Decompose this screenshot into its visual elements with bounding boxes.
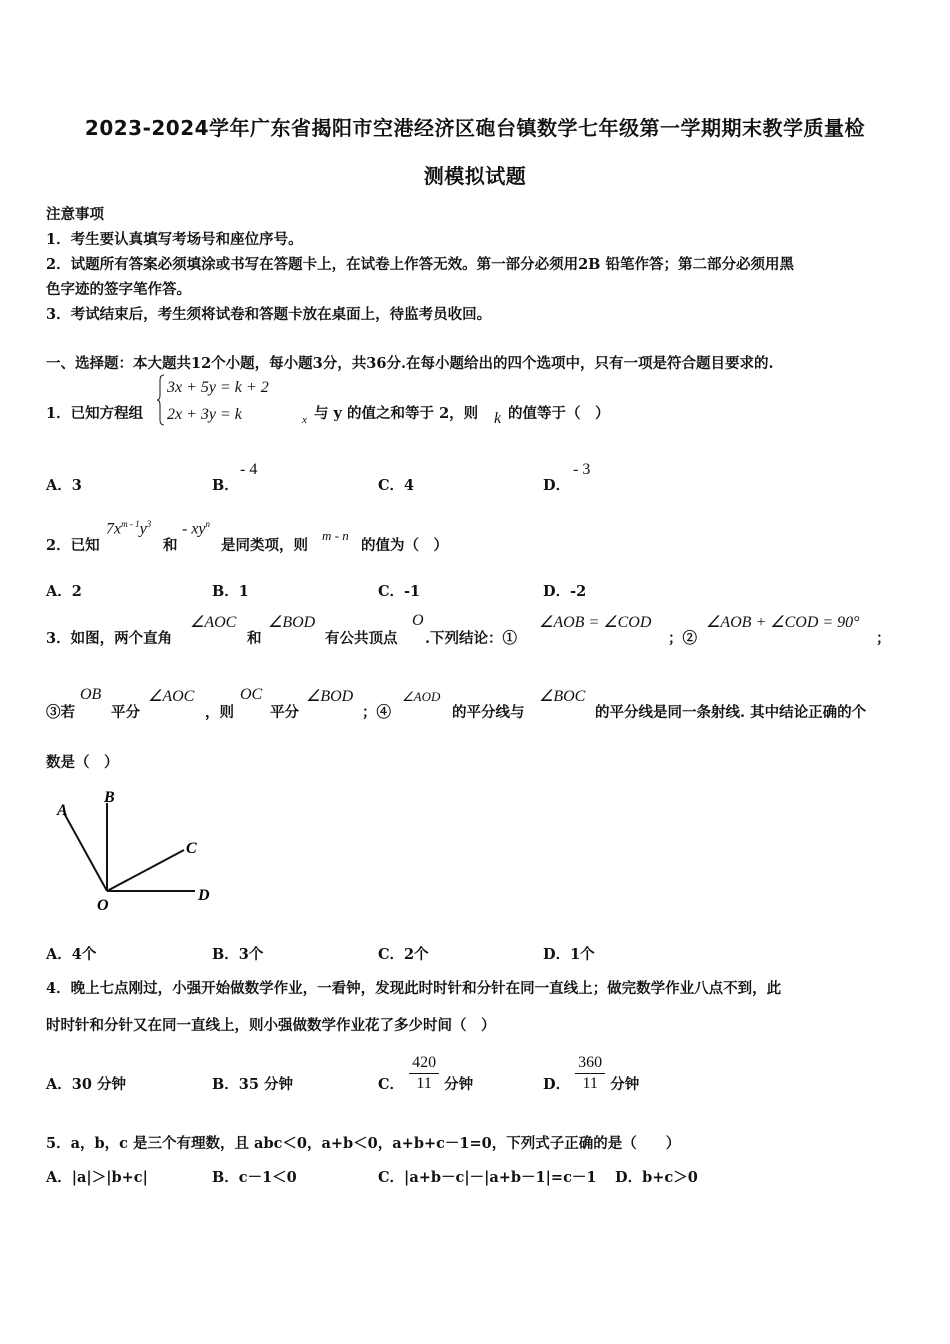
q2-term2: - $xy^n$ [182,519,211,538]
q3-line2-e: ；④ [362,704,391,721]
q3-option-b[interactable]: B．3个 [212,946,264,963]
q3-line2-g: 的平分线是同一条射线. 其中结论正确的个 [595,704,867,721]
q2-prefix: 2．已知 [46,537,100,554]
q3-line2-angle-boc: ∠BOC [539,688,586,705]
q2-term1: $7x^{m - 1}y^3$ [106,519,152,538]
q2-option-d[interactable]: D．-2 [543,583,587,600]
q5-option-c[interactable]: C．|a+b－c|－|a+b－1|=c－1 [378,1169,597,1186]
q3-line2-angle-aoc: ∠AOC [148,688,195,705]
q3-conclusion-2: ∠AOB + ∠COD = 90° [706,614,860,631]
q1-option-d-value: - 3 [573,461,591,478]
q1-suffix: 的值等于（ ） [508,405,610,422]
q2-option-c[interactable]: C．-1 [378,583,421,600]
q3-angle-aoc: ∠AOC [190,614,237,631]
q4-line1: 4．晚上七点刚过，小强开始做数学作业，一看钟，发现此时时针和分针在同一直线上；做完数学作业八点不到，此 [46,980,782,997]
q4-option-a[interactable]: A．30 分钟 [46,1076,126,1093]
q1-prefix: 1．已知方程组 [46,405,144,422]
q3-sep1: ；② [668,630,697,647]
q4-option-d[interactable]: D． $\frac{360}{11}$ 分钟 [543,1053,640,1093]
q4-option-c-fraction: $\frac{420}{11}$ [409,1054,439,1093]
q5-option-b[interactable]: B．c－1＜0 [212,1169,297,1186]
q5-option-d[interactable]: D．b+c＞0 [615,1169,698,1186]
exam-title-line2: 测模拟试题 [423,164,527,188]
q3-line2-a: ③若 [46,704,75,721]
q3-line2-angle-bod: ∠BOD [306,688,354,705]
q3-option-a[interactable]: A．4个 [46,946,97,963]
q2-option-a[interactable]: A．2 [46,583,82,600]
notes-heading: 注意事项 [46,206,104,223]
q2-expr: m - n [322,528,349,543]
q5-line: 5．a，b，c 是三个有理数，且 abc＜0，a+b＜0，a+b+c－1=0，下列式子正确的是（ ） [46,1135,681,1152]
q1-option-a[interactable]: A．3 [46,477,82,494]
q4-option-b[interactable]: B．35 分钟 [212,1076,293,1093]
q1-option-b[interactable]: B． [212,477,239,494]
q3-conclusion-1: ∠AOB = ∠COD [539,614,652,631]
q3-mid2: .下列结论：① [425,630,518,647]
label-o: O [97,897,109,914]
exam-title-line1: 2023-2024学年广东省揭阳市空港经济区砲台镇数学七年级第一学期期末教学质量检 [84,116,866,140]
q2-middle: 是同类项，则 [221,537,308,554]
q5-option-a[interactable]: A．|a|＞|b+c| [46,1169,148,1186]
q3-line2-c: ，则 [205,704,234,721]
section-heading: 一、选择题：本大题共12个小题，每小题3分，共36分.在每小题给出的四个选项中，只有一项是符合题目要求的. [46,355,774,372]
label-a: A [57,802,68,819]
q1-middle: 与 y 的值之和等于 2，则 [314,405,479,422]
q3-ray-oc: OC [240,686,263,703]
q3-line2-d: 平分 [270,704,299,721]
q3-line3: 数是（ ） [46,754,119,771]
note-item-2: 2．试题所有答案必须填涂或书写在答题卡上，在试卷上作答无效。第一部分必须用2B 铅笔作答；第二部分必须用黑 [46,256,794,273]
ray-oc [107,850,184,891]
label-c: C [186,840,197,857]
q3-line2-f: 的平分线与 [452,704,525,721]
q3-and: 和 [247,630,262,647]
q2-and: 和 [163,537,178,554]
left-brace-icon [157,374,165,426]
label-b: B [104,789,115,806]
q1-option-b-value: - 4 [240,461,258,478]
note-item-1: 1．考生要认真填写考场号和座位序号。 [46,231,303,248]
note-item-2-cont: 色字迹的签字笔作答。 [46,281,191,298]
q4-option-c[interactable]: C． $\frac{420}{11}$ 分钟 [378,1053,474,1093]
q3-option-d[interactable]: D．1个 [543,946,595,963]
q3-sep2: ； [876,630,891,647]
q1-k: k [494,410,502,427]
q3-prefix: 3．如图，两个直角 [46,630,173,647]
q1-x: x [302,414,307,426]
q2-option-b[interactable]: B．1 [212,583,249,600]
q3-line2-b: 平分 [111,704,140,721]
q4-option-d-fraction: $\frac{360}{11}$ [575,1054,605,1093]
note-item-3: 3．考试结束后，考生须将试卷和答题卡放在桌面上，待监考员收回。 [46,306,492,323]
q4-line2: 时时针和分针又在同一直线上，则小强做数学作业花了多少时间（ ） [46,1017,496,1034]
q3-mid1: 有公共顶点 [325,630,398,647]
q3-point-o: O [412,612,424,629]
label-d: D [198,887,210,904]
q3-ray-ob: OB [80,686,102,703]
equation-2: 2x + 3y = k [167,406,242,423]
q1-option-d[interactable]: D． [543,477,571,494]
equation-system [167,374,269,428]
ray-oa [64,813,107,891]
angle-figure [50,783,220,918]
q3-angle-bod: ∠BOD [268,614,316,631]
q1-option-c[interactable]: C．4 [378,477,415,494]
q2-suffix: 的值为（ ） [361,537,448,554]
q3-option-c[interactable]: C．2个 [378,946,429,963]
equation-1: 3x + 5y = k + 2 [167,379,269,396]
q3-line2-angle-aod: ∠AOD [402,689,441,704]
